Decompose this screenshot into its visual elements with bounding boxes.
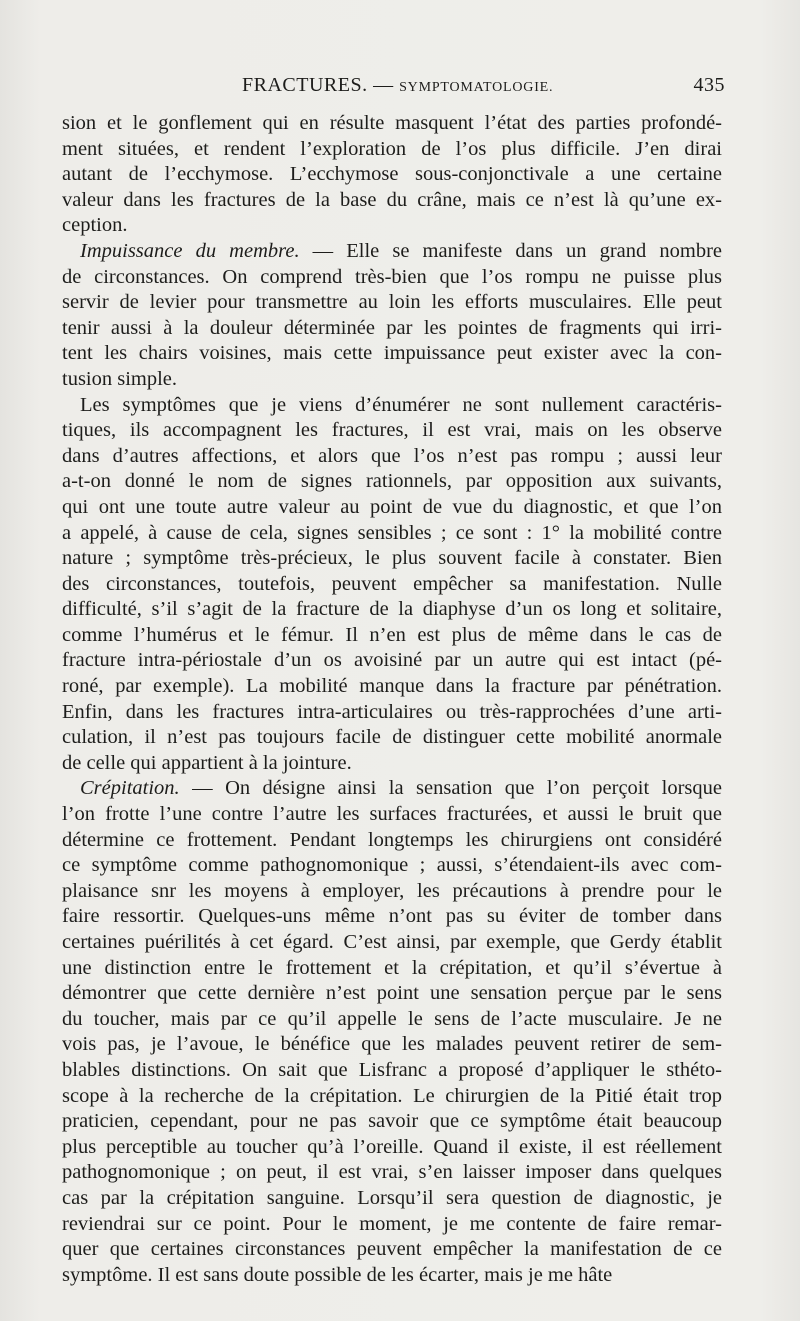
line-text: roné, par exemple). La mobilité manque dans la fracture par pénétration. (62, 675, 722, 698)
text-line (62, 521, 722, 547)
line-text: valeur dans les fractures de la base du crâne, mais ce n’est là qu’une ex- (62, 188, 722, 211)
text-line (62, 597, 722, 623)
line-text: faire ressortir. Quelques-uns même n’ont pas su éviter de tomber dans (62, 905, 722, 928)
text-line (62, 1058, 722, 1084)
line-text: ception. (62, 214, 128, 237)
line-text: reviendrai sur ce point. Pour le moment, je me contente de faire remar- (62, 1212, 722, 1235)
italic-heading: Impuissance du membre. (80, 239, 300, 262)
running-title-dash: — (373, 74, 394, 96)
text-line (62, 1212, 722, 1238)
line-text: praticien, cependant, pour ne pas savoir que ce symptôme était beaucoup (62, 1110, 722, 1133)
text-line (62, 265, 722, 291)
text-line (62, 1135, 722, 1161)
line-text: — Elle se manifeste dans un grand nombre (299, 239, 722, 262)
line-text: dans d’autres affections, et alors que l’os n’est pas rompu ; aussi leur (62, 444, 722, 467)
text-line (62, 776, 722, 802)
line-text: tiques, ils accompagnent les fractures, il est vrai, mais on les observe (62, 419, 722, 442)
line-text: l’on frotte l’une contre l’autre les surfaces fracturées, et aussi le bruit que (62, 803, 722, 826)
line-text: Enfin, dans les fractures intra-articulaires ou très-rapprochées d’une arti- (62, 700, 722, 723)
line-text: quer que certaines circonstances peuvent empêcher la manifestation de ce (62, 1238, 722, 1261)
line-text: tent les chairs voisines, mais cette impuissance peut exister avec la con- (62, 342, 722, 365)
text-line (62, 444, 722, 470)
running-title (242, 74, 553, 97)
line-text: scope à la recherche de la crépitation. Le chirurgien de la Pitié était trop (62, 1084, 722, 1107)
text-line (62, 1237, 722, 1263)
text-line (62, 1186, 722, 1212)
italic-heading: Crépitation. (80, 777, 180, 800)
line-text: détermine ce frottement. Pendant longtemps les chirurgiens ont considéré (62, 828, 722, 851)
text-line (62, 290, 722, 316)
text-line (62, 393, 722, 419)
line-text: du toucher, mais par ce qu’il appelle le sens de l’acte musculaire. Je ne (62, 1007, 722, 1030)
text-line (62, 213, 722, 239)
text-line (62, 137, 722, 163)
text-line (62, 802, 722, 828)
body-text (62, 111, 722, 1288)
text-line (62, 418, 722, 444)
running-title-sub: SYMPTOMATOLOGIE. (399, 80, 554, 95)
line-text: plaisance snr les moyens à employer, les précautions à prendre pour le (62, 879, 722, 902)
text-line (62, 674, 722, 700)
line-text: nature ; symptôme très-précieux, le plus souvent facile à constater. Bien (62, 547, 722, 570)
line-text: servir de levier pour transmettre au loin les efforts musculaires. Elle peut (62, 291, 722, 314)
text-line (62, 495, 722, 521)
text-line (62, 930, 722, 956)
line-text: qui ont une toute autre valeur au point de vue du diagnostic, et que l’on (62, 495, 722, 518)
line-text: a-t-on donné le nom de signes rationnels, par opposition aux suivants, (62, 470, 722, 493)
text-line (62, 341, 722, 367)
line-text: — On désigne ainsi la sensation que l’on perçoit lorsque (179, 777, 722, 800)
text-line (62, 904, 722, 930)
text-line (62, 1109, 722, 1135)
text-line (62, 648, 722, 674)
text-line (62, 981, 722, 1007)
line-text: a appelé, à cause de cela, signes sensibles ; ce sont : 1° la mobilité contre (62, 521, 722, 544)
text-line (62, 316, 722, 342)
line-text: démontrer que cette dernière n’est point une sensation perçue par le sens (62, 982, 722, 1005)
text-line (62, 546, 722, 572)
running-title-main: FRACTURES. (242, 74, 368, 96)
page-number: 435 (693, 74, 725, 96)
text-line (62, 572, 722, 598)
line-text: symptôme. Il est sans doute possible de les écarter, mais je me hâte (62, 1263, 613, 1286)
text-line (62, 751, 722, 777)
line-text: sion et le gonflement qui en résulte masquent l’état des parties profondé- (62, 112, 722, 134)
line-text: ment situées, et rendent l’exploration de l’os plus difficile. J’en dirai (62, 137, 722, 160)
line-text: blables distinctions. On sait que Lisfranc a proposé d’appliquer le sthéto- (62, 1058, 722, 1081)
text-line (62, 469, 722, 495)
text-line (62, 956, 722, 982)
line-text: culation, il n’est pas toujours facile de distinguer cette mobilité anormale (62, 726, 722, 749)
text-line (62, 879, 722, 905)
line-text: ce symptôme comme pathognomonique ; aussi, s’étendaient-ils avec com- (62, 854, 722, 877)
text-line (62, 239, 722, 265)
text-line (62, 111, 722, 137)
line-text: de circonstances. On comprend très-bien que l’os rompu ne puisse plus (62, 265, 722, 288)
text-line (62, 1084, 722, 1110)
line-text: comme l’humérus et le fémur. Il n’en est plus de même dans le cas de (62, 623, 722, 646)
line-text: fracture intra-périostale d’un os avoisiné par un autre qui est intact (pé- (62, 649, 722, 672)
line-text: plus perceptible au toucher qu’à l’oreille. Quand il existe, il est réellement (62, 1135, 722, 1158)
text-line (62, 367, 722, 393)
text-line (62, 853, 722, 879)
line-text: vois pas, je l’avoue, le bénéfice que les malades peuvent retirer de sem- (62, 1033, 722, 1056)
line-text: de celle qui appartient à la jointure. (62, 751, 352, 774)
text-line (62, 1160, 722, 1186)
text-line (62, 1263, 722, 1289)
running-header (60, 74, 725, 100)
text-line (62, 1032, 722, 1058)
text-line (62, 1007, 722, 1033)
line-text: Les symptômes que je viens d’énumérer ne sont nullement caractéris- (80, 393, 722, 416)
text-line (62, 162, 722, 188)
line-text: tenir aussi à la douleur déterminée par les pointes de fragments qui irri- (62, 316, 722, 339)
text-line (62, 188, 722, 214)
line-text: autant de l’ecchymose. L’ecchymose sous-conjonctivale a une certaine (62, 163, 722, 186)
line-text: cas par la crépitation sanguine. Lorsqu’il sera question de diagnostic, je (62, 1186, 722, 1209)
text-line (62, 700, 722, 726)
line-text: une distinction entre le frottement et la crépitation, et qu’il s’évertue à (62, 956, 722, 979)
text-line (62, 828, 722, 854)
text-line (62, 725, 722, 751)
line-text: difficulté, s’il s’agit de la fracture de la diaphyse d’un os long et solitaire, (62, 598, 722, 621)
line-text: pathognomonique ; on peut, il est vrai, s’en laisser imposer dans quelques (62, 1161, 722, 1184)
line-text: certaines puérilités à cet égard. C’est ainsi, par exemple, que Gerdy établit (62, 931, 722, 953)
line-text: des circonstances, toutefois, peuvent empêcher sa manifestation. Nulle (62, 572, 722, 595)
text-line (62, 623, 722, 649)
line-text: tusion simple. (62, 367, 178, 390)
